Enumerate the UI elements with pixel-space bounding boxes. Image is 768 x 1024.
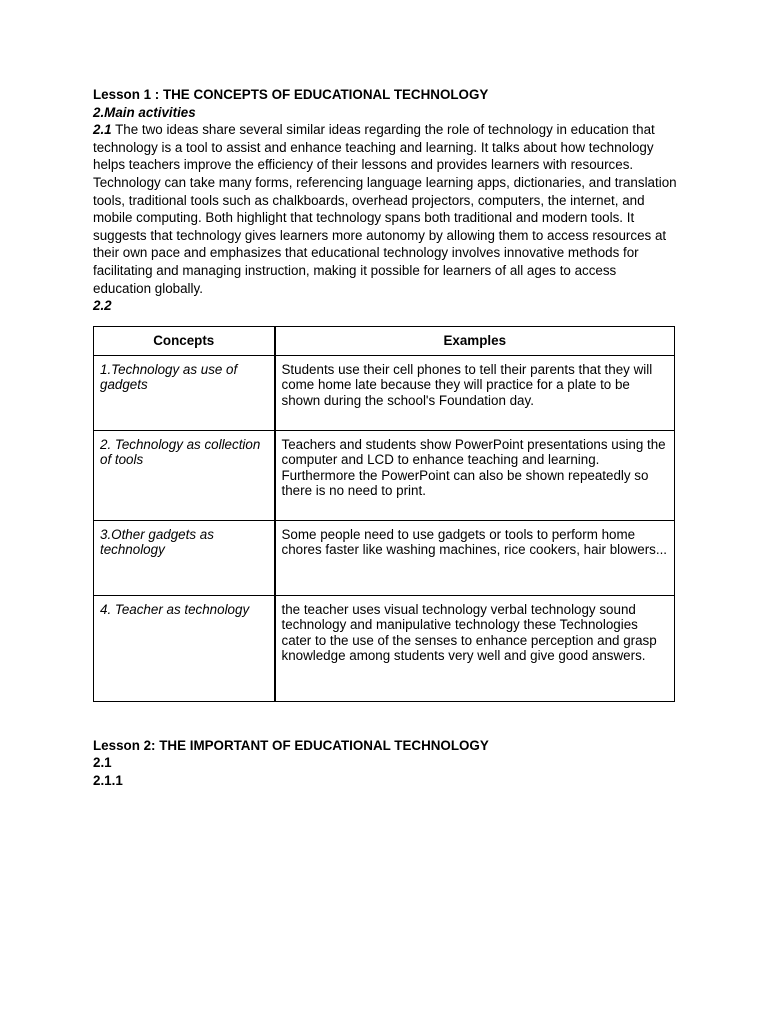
section-2-1-number: 2.1 [93, 122, 112, 138]
table-row [94, 430, 675, 520]
lesson-2-section [93, 737, 678, 790]
table-row [94, 520, 675, 595]
table-header-row [94, 326, 675, 355]
concepts-table [93, 326, 675, 702]
section-2-1-text: The two ideas share several similar ideas regarding the role of technology in education that technology is a tool to assist and enhance teaching and learning. It talks about how technology helps teachers improve the efficiency of their lessons and provides learners with resources. Technology can take many forms, referencing language learning apps, dictionaries, and translation tools, traditional tools such as chalkboards, overhead projectors, computers, the internet, and mobile computing. Both highlight that technology spans both traditional and modern tools. It suggests that technology gives learners more autonomy by allowing them to access resources at their own pace and emphasizes that educational technology involves innovative methods for facilitating and managing instruction, making it possible for learners of all ages to access education globally. [93, 122, 677, 296]
table-row [94, 595, 675, 701]
examples-column-header: Examples [275, 326, 675, 355]
table-row [94, 355, 675, 430]
concepts-column-header: Concepts [94, 326, 275, 355]
lesson-1-title: Lesson 1 : THE CONCEPTS OF EDUCATIONAL TECHNOLOGY [93, 87, 489, 102]
concept-cell: 1.Technology as use of gadgets [94, 355, 275, 430]
concept-cell: 2. Technology as collection of tools [94, 430, 275, 520]
concept-cell: 4. Teacher as technology [94, 595, 275, 701]
lesson-2-title: Lesson 2: THE IMPORTANT OF EDUCATIONAL TECHNOLOGY [93, 737, 489, 753]
section-2-1-paragraph [93, 121, 678, 297]
section-2-2-heading: 2.2 [93, 298, 112, 314]
section-2-1-heading: 2.1 [93, 755, 112, 771]
example-cell: the teacher uses visual technology verbal technology sound technology and manipulative technology these Technologies cater to the use of the senses to enhance perception and grasp knowledge among students very well and give good answers. [275, 595, 675, 701]
document-page [93, 86, 678, 790]
example-cell: Some people need to use gadgets or tools to perform home chores faster like washing machines, rice cookers, hair blowers... [275, 520, 675, 595]
example-cell: Students use their cell phones to tell their parents that they will come home late because they will practice for a plate to be shown during the school's Foundation day. [275, 355, 675, 430]
concept-cell: 3.Other gadgets as technology [94, 520, 275, 595]
example-cell: Teachers and students show PowerPoint presentations using the computer and LCD to enhance teaching and learning. Furthermore the PowerPoint can also be shown repeatedly so there is no need to print. [275, 430, 675, 520]
main-activities-heading: 2.Main activities [93, 104, 196, 120]
section-2-1-1-heading: 2.1.1 [93, 772, 123, 788]
